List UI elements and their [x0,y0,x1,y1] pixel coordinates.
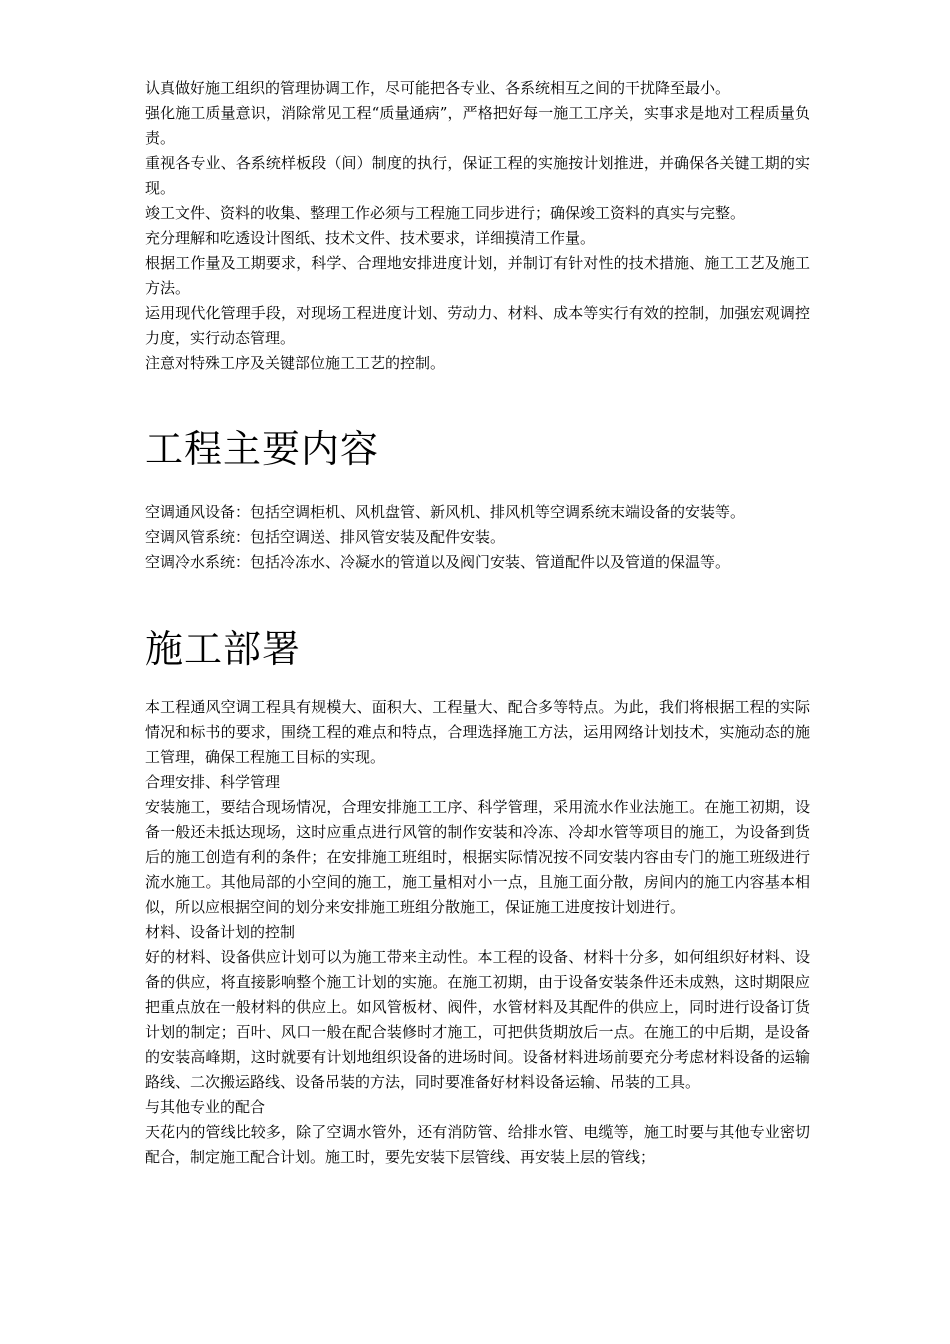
deployment-subtitle-coordination: 与其他专业的配合 [145,1098,266,1116]
deployment-body-coordination: 天花内的管线比较多，除了空调水管外，还有消防管、给排水管、电缆等，施工时要与其他专业密切配合，制定施工配合计划。施工时，要先安装下层管线、再安装上层的管线； [145,1123,810,1166]
intro-paragraph-7: 运用现代化管理手段，对现场工程进度计划、劳动力、材料、成本等实行有效的控制，加强宏观调控力度，实行动态管理。 [145,304,810,347]
intro-paragraph-1: 认真做好施工组织的管理协调工作，尽可能把各专业、各系统相互之间的干扰降至最小。 [145,79,731,97]
main-content-chilled-water-system: 空调冷水系统：包括冷冻水、冷凝水的管道以及阀门安装、管道配件以及管道的保温等。 [145,553,731,571]
intro-paragraph-5: 充分理解和吃透设计图纸、技术文件、技术要求，详细摸清工作量。 [145,229,596,247]
deployment-body-scheduling: 安装施工，要结合现场情况，合理安排施工工序、科学管理，采用流水作业法施工。在施工初期，设备一般还未抵达现场，这时应重点进行风管的制作安装和冷冻、冷却水管等项目的施工，为设备到货后的施工创造有利的条件；在安排施工班组时，根据实际情况按不同安装内容由专门的施工班级进行流水施工。其他局部的小空间的施工，施工量相对小一点，且施工面分散，房间内的施工内容基本相似，所以应根据空间的划分来安排施工班组分散施工，保证施工进度按计划进行。 [145,798,810,916]
main-content-hvac-equipment: 空调通风设备：包括空调柜机、风机盘管、新风机、排风机等空调系统末端设备的安装等。 [145,503,746,521]
intro-paragraph-6: 根据工作量及工期要求，科学、合理地安排进度计划，并制订有针对性的技术措施、施工工艺及施工方法。 [145,254,810,297]
intro-paragraph-4: 竣工文件、资料的收集、整理工作必须与工程施工同步进行；确保竣工资料的真实与完整。 [145,204,746,222]
deployment-subtitle-scheduling: 合理安排、科学管理 [145,773,281,791]
intro-paragraph-8: 注意对特殊工序及关键部位施工工艺的控制。 [145,354,446,372]
intro-paragraph-2: 强化施工质量意识，消除常见工程“质量通病”，严格把好每一施工工序关，实事求是地对工程质量负责。 [145,104,810,147]
document-page [145,76,810,1170]
section-heading-deployment: 施工部署 [145,627,302,671]
intro-paragraph-3: 重视各专业、各系统样板段（间）制度的执行，保证工程的实施按计划推进，并确保各关键工期的实现。 [145,154,810,197]
deployment-subtitle-materials: 材料、设备计划的控制 [145,923,296,941]
section-heading-main-content: 工程主要内容 [145,427,380,471]
deployment-body-materials: 好的材料、设备供应计划可以为施工带来主动性。本工程的设备、材料十分多，如何组织好材料、设备的供应，将直接影响整个施工计划的实施。在施工初期，由于设备安装条件还未成熟，这时期限应把重点放在一般材料的供应上。如风管板材、阀件，水管材料及其配件的供应上，同时进行设备订货计划的制定；百叶、风口一般在配合装修时才施工，可把供货期放后一点。在施工的中后期，是设备的安装高峰期，这时就要有计划地组织设备的进场时间。设备材料进场前要充分考虑材料设备的运输路线、二次搬运路线、设备吊装的方法，同时要准备好材料设备运输、吊装的工具。 [145,948,810,1091]
main-content-duct-system: 空调风管系统：包括空调送、排风管安装及配件安装。 [145,528,506,546]
deployment-intro: 本工程通风空调工程具有规模大、面积大、工程量大、配合多等特点。为此，我们将根据工程的实际情况和标书的要求，围绕工程的难点和特点，合理选择施工方法，运用网络计划技术，实施动态的施工管理，确保工程施工目标的实现。 [145,698,810,766]
